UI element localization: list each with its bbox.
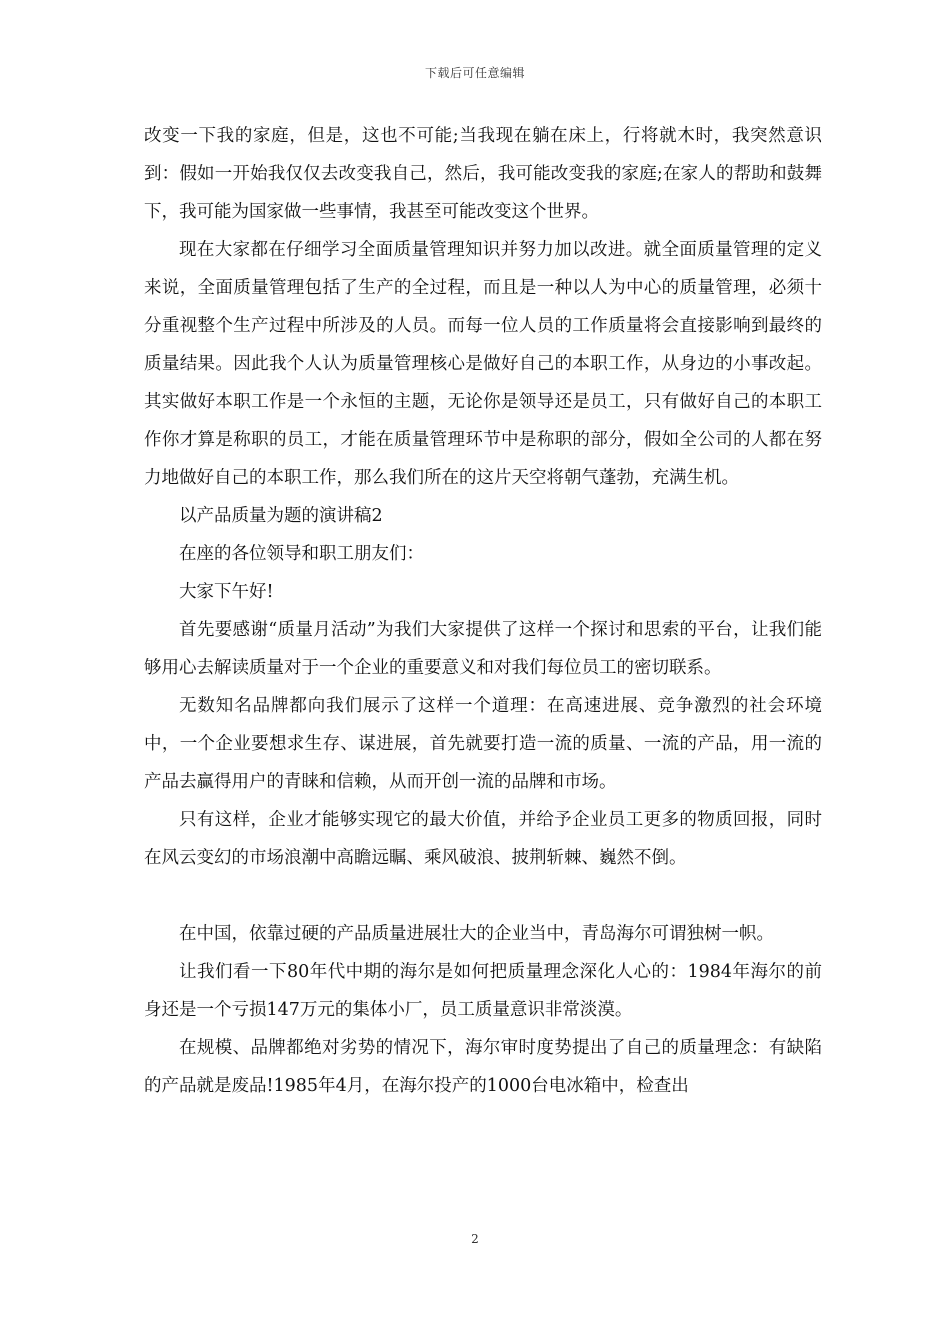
paragraph-8: 在规模、品牌都绝对劣势的情况下，海尔审时度势提出了自己的质量理念：有缺陷的产品就是废品!1985年4月，在海尔投产的1000台电冰箱中，检查出 [144, 1038, 822, 1096]
page-header: 下载后可任意编辑 [424, 66, 525, 80]
paragraph-1: 改变一下我的家庭，但是，这也不可能;当我现在躺在床上，行将就木时，我突然意识到：假如一开始我仅仅去改变我自己，然后，我可能改变我的家庭;在家人的帮助和鼓舞下，我可能为国家做一些事情，我甚至可能改变这个世界。 [144, 126, 822, 222]
paragraph-4: 无数知名品牌都向我们展示了这样一个道理：在高速进展、竞争激烈的社会环境中，一个企业要想求生存、谋进展，首先就要打造一流的质量、一流的产品，用一流的产品去赢得用户的青睐和信赖，从而开创一流的品牌和市场。 [144, 696, 822, 792]
paragraph-3: 首先要感谢“质量月活动”为我们大家提供了这样一个探讨和思索的平台，让我们能够用心去解读质量对于一个企业的重要意义和对我们每位员工的密切联系。 [144, 620, 822, 678]
salutation: 在座的各位领导和职工朋友们： [179, 544, 424, 564]
document-body [144, 117, 822, 1105]
page-number: 2 [471, 1232, 479, 1246]
paragraph-2: 现在大家都在仔细学习全面质量管理知识并努力加以改进。就全面质量管理的定义来说，全面质量管理包括了生产的全过程，而且是一种以人为中心的质量管理，必须十分重视整个生产过程中所涉及的人员。而每一位人员的工作质量将会直接影响到最终的质量结果。因此我个人认为质量管理核心是做好自己的本职工作，从身边的小事改起。其实做好本职工作是一个永恒的主题，无论你是领导还是员工，只有做好自己的本职工作你才算是称职的员工，才能在质量管理环节中是称职的部分，假如全公司的人都在努力地做好自己的本职工作，那么我们所在的这片天空将朝气蓬勃，充满生机。 [144, 240, 822, 488]
paragraph-6: 在中国，依靠过硬的产品质量进展壮大的企业当中，青岛海尔可谓独树一帜。 [179, 924, 774, 944]
paragraph-5: 只有这样，企业才能够实现它的最大价值，并给予企业员工更多的物质回报，同时在风云变幻的市场浪潮中高瞻远瞩、乘风破浪、披荆斩棘、巍然不倒。 [144, 810, 822, 868]
paragraph-7: 让我们看一下80年代中期的海尔是如何把质量理念深化人心的：1984年海尔的前身还是一个亏损147万元的集体小厂，员工质量意识非常淡漠。 [144, 962, 822, 1020]
greeting: 大家下午好! [179, 582, 274, 602]
section-title: 以产品质量为题的演讲稿2 [179, 506, 383, 526]
